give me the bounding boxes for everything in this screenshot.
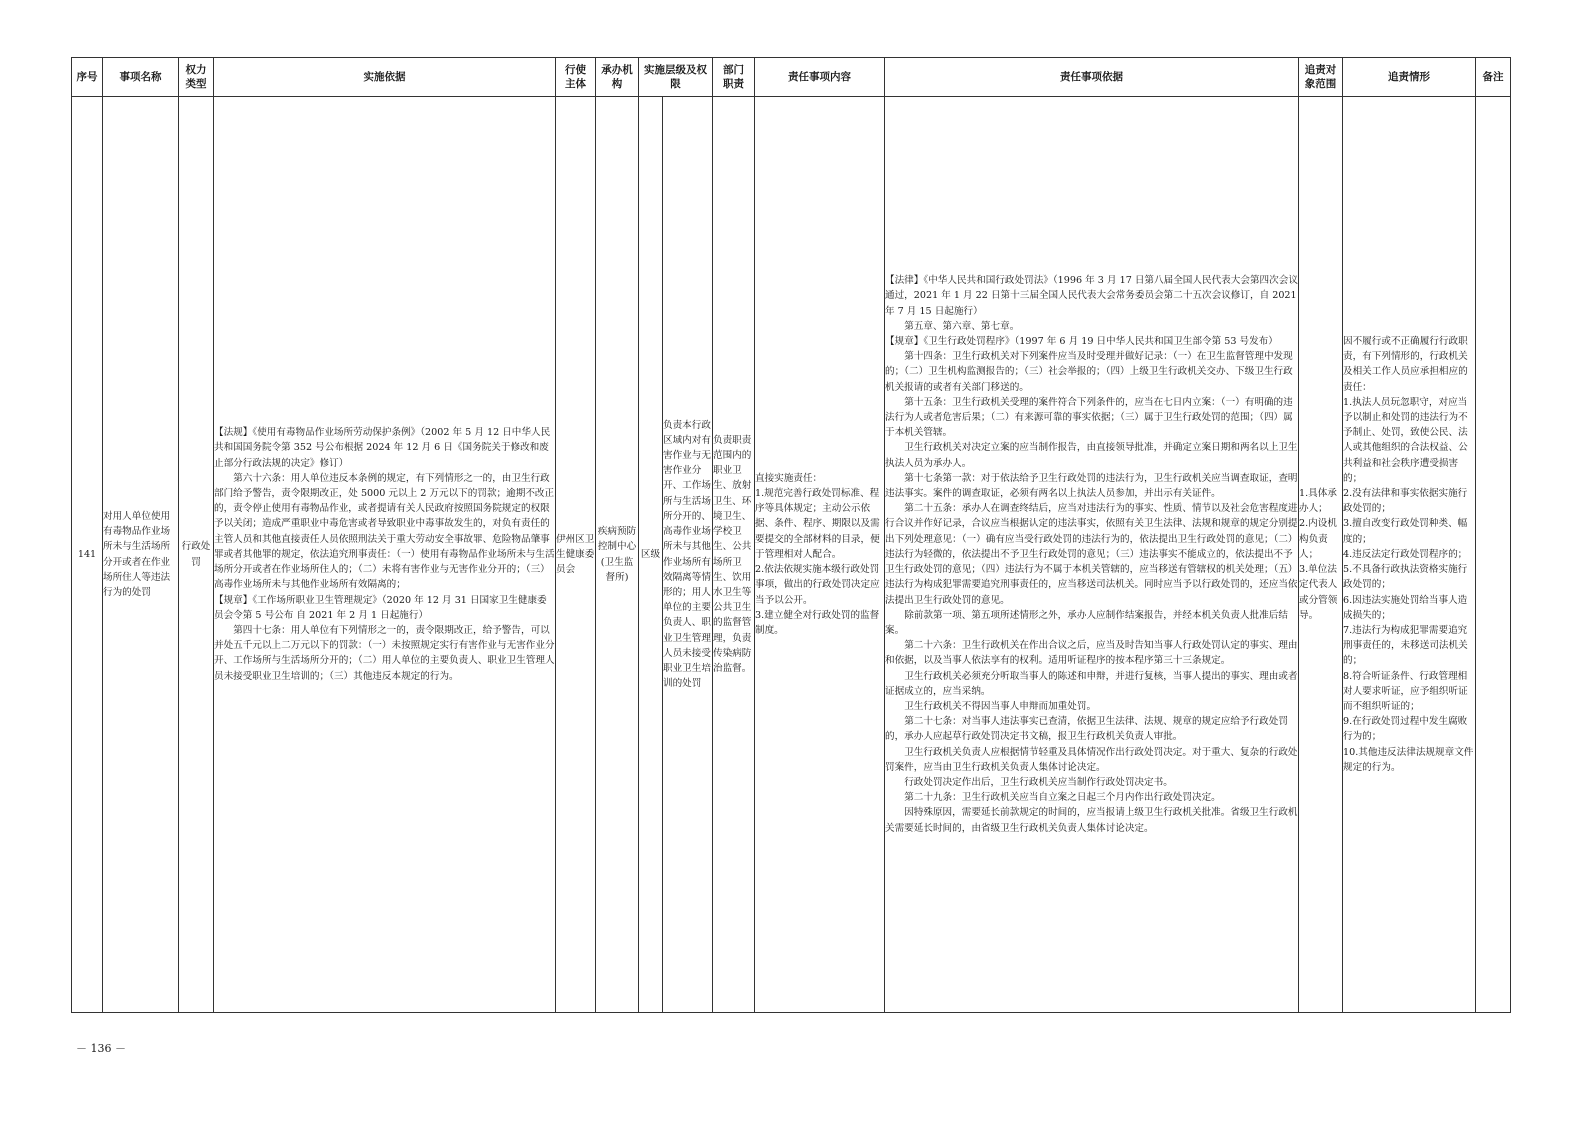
row-dept-duty: 负责职责范围内的职业卫生、放射卫生、环境卫生、学校卫生、公共场所卫生、饮用水卫生等公共卫生的监督管理，负责传染病防治监督。	[713, 97, 755, 1013]
row-situation	[1343, 97, 1476, 1013]
situation-line: 7.违法行为构成犯罪需要追究刑事责任的，未移送司法机关的；	[1343, 624, 1468, 667]
header-scope: 追责对象范围	[1299, 58, 1343, 97]
paragraph: 【规章】《工作场所职业卫生管理规定》（2020 年 12 月 31 日国家卫生健康委员会令第 5 号公布 自 2021 年 2 月 1 日起施行）	[214, 594, 547, 621]
paragraph: 【法规】《使用有毒物品作业场所劳动保护条例》（2002 年 5 月 12 日中华人民共和国国务院令第 352 号公布根据 2024 年 12 月 6 日《国务院关于修改和废止部分行政法规的决定》修订）	[214, 427, 551, 469]
row-resp-basis	[885, 97, 1299, 1013]
header-power-type: 权力类型	[179, 58, 214, 97]
situation-line: 2.没有法律和事实依据实施行政处罚的；	[1343, 488, 1468, 515]
header-seq: 序号	[72, 58, 103, 97]
paragraph: 第四十七条：用人单位有下列情形之一的，责令限期改正，给予警告，可以并处五千元以上二万元以下的罚款：（一）未按照规定实行有害作业与无害作业分开、工作场所与生活场所分开的；（二）用人单位的主要负责人、职业卫生管理人员未接受职业卫生培训的；（三）其他违反本规定的行为。	[214, 624, 555, 682]
header-row	[72, 58, 1511, 97]
paragraph: 第二十五条：承办人在调查终结后，应当对违法行为的事实、性质、情节以及社会危害程度进行合议并作好记录，合议应当根据认定的违法事实，依照有关卫生法律、法规和规章的规定分别提出下列处理意见：（一）确有应当受行政处罚的违法行为的，依法提出卫生行政处罚的意见；（二）违法行为轻微的，依法提出不予卫生行政处罚的意见；（三）违法事实不能成立的，依法提出不予卫生行政处罚的意见；（四）违法行为不属于本机关管辖的，应当移送有管辖权的机关处理；（五）违法行为构成犯罪需要追究刑事责任的，应当移送司法机关。同时应当予以行政处罚的，还应当依法提出卫生行政处罚的意见。	[885, 503, 1298, 606]
paragraph: 卫生行政机关对决定立案的应当制作报告，由直接领导批准，并确定立案日期和两名以上卫生执法人员为承办人。	[885, 442, 1298, 469]
page-number: － 136 －	[76, 1042, 126, 1055]
situation-line: 10.其他违反法律法规规章文件规定的行为。	[1343, 746, 1474, 773]
paragraph: 卫生行政机关必须充分听取当事人的陈述和申辩，并进行复核，当事人提出的事实、理由或者证据成立的，应当采纳。	[885, 670, 1298, 697]
row-item-name: 对用人单位使用有毒物品作业场所未与生活场所分开或者在作业场所住人等违法行为的处罚	[103, 97, 179, 1013]
header-resp-content: 责任事项内容	[755, 58, 885, 97]
paragraph: 第五章、第六章、第七章。	[904, 320, 1020, 332]
header-level: 实施层级及权限	[639, 58, 713, 97]
resp-content-line: 3.建立健全对行政处罚的监督制度。	[755, 609, 880, 636]
resp-content-line: 2.依法依规实施本级行政处罚事项，做出的行政处罚决定应当予以公开。	[755, 564, 880, 606]
situation-line: 9.在行政处罚过程中发生腐败行为的；	[1343, 716, 1468, 743]
header-dept-duty: 部门职责	[713, 58, 755, 97]
paragraph: 除前款第一项、第五项所述情形之外，承办人应制作结案报告，并经本机关负责人批准后结案。	[885, 609, 1288, 636]
situation-line: 6.因违法实施处罚给当事人造成损失的；	[1343, 594, 1468, 621]
paragraph: 第十七条第一款：对于依法给予卫生行政处罚的违法行为，卫生行政机关应当调查取证，查明违法事实。案件的调查取证，必须有两名以上执法人员参加，并出示有关证件。	[885, 472, 1298, 500]
header-situation: 追责情形	[1343, 58, 1476, 97]
paragraph: 【法律】《中华人民共和国行政处罚法》（1996 年 3 月 17 日第八届全国人民代表大会第四次会议通过，2021 年 1 月 22 日第十三届全国人民代表大会常务委员会第二十五次会议修订，自 2021 年 7 月 15 日起施行）	[885, 275, 1298, 317]
scope-line: 1.具体承办人；	[1299, 488, 1337, 515]
paragraph: 第二十九条：卫生行政机关应当自立案之日起三个月内作出行政处罚决定。	[904, 792, 1221, 804]
paragraph: 第二十七条：对当事人违法事实已查清，依据卫生法律、法规、规章的规定应给予行政处罚的，承办人应起草行政处罚决定书文稿，报卫生行政机关负责人审批。	[885, 716, 1288, 743]
paragraph: 因特殊原因，需要延长前款规定的时间的，应当报请上级卫生行政机关批准。省级卫生行政机关需要延长时间的，由省级卫生行政机关负责人集体讨论决定。	[885, 807, 1298, 834]
row-power-type: 行政处罚	[179, 97, 214, 1013]
resp-basis-text	[885, 273, 1298, 836]
row-basis	[214, 97, 556, 1013]
row-seq: 141	[72, 97, 103, 1013]
paragraph: 第十四条：卫生行政机关对下列案件应当及时受理并做好记录：（一）在卫生监督管理中发现的；（二）卫生机构监测报告的；（三）社会举报的；（四）上级卫生行政机关交办、下级卫生行政机关报请的或者有关部门移送的。	[885, 351, 1293, 393]
resp-content-line: 1.规范完善行政处罚标准、程序等具体规定；主动公示依据、条件、程序、期限以及需要提交的全部材料的目录，便于管理相对人配合。	[755, 488, 880, 560]
paragraph: 第六十六条：用人单位违反本条例的规定，有下列情形之一的，由卫生行政部门给予警告，责令限期改正，处 5000 元以上 2 万元以下的罚款；逾期不改正的，责令停止使用有毒物品作业，或者提请有关人民政府按照国务院规定的权限予以关闭；造成严重职业中毒危害或者导致职业中毒事故发生的，对负有责任的主管人员和其他直接责任人员依照刑法关于重大劳动安全事故罪、危险物品肇事罪或者其他罪的规定，依法追究刑事责任：（一）使用有毒物品作业场所未与生活场所分开或者在作业场所住人的；（二）未将有害作业与无害作业分开的；（三）高毒作业场所未与其他作业场所有效隔离的；	[214, 472, 555, 591]
header-basis: 实施依据	[214, 58, 556, 97]
row-remark	[1476, 97, 1511, 1013]
row-subject: 伊州区卫生健康委员会	[556, 97, 596, 1013]
row-scope	[1299, 97, 1343, 1013]
paragraph: 行政处罚决定作出后，卫生行政机关应当制作行政处罚决定书。	[904, 776, 1173, 788]
responsibility-table	[71, 57, 1511, 1013]
basis-text	[214, 425, 555, 683]
situation-line: 8.符合听证条件、行政管理相对人要求听证，应予组织听证而不组织听证的；	[1343, 670, 1468, 712]
header-undertaker: 承办机构	[596, 58, 639, 97]
row-level-b: 负责本行政区域内对有害作业与无害作业分开、工作场所与生活场所分开的、高毒作业场所未与其他作业场所有效隔离等情形的；用人单位的主要负责人、职业卫生管理人员未接受职业卫生培训的处罚	[663, 97, 713, 1013]
paragraph: 【规章】《卫生行政处罚程序》（1997 年 6 月 19 日中华人民共和国卫生部令第 53 号发布）	[885, 336, 1278, 348]
situation-line: 1.执法人员玩忽职守，对应当予以制止和处罚的违法行为不予制止、处罚，致使公民、法人或其他组织的合法权益、公共利益和社会秩序遭受损害的；	[1343, 396, 1468, 484]
situation-line: 5.不具备行政执法资格实施行政处罚的；	[1343, 564, 1468, 591]
header-item-name: 事项名称	[103, 58, 179, 97]
paragraph: 卫生行政机关不得因当事人申辩而加重处罚。	[904, 700, 1097, 712]
scope-line: 2.内设机构负责人；	[1299, 518, 1337, 560]
row-undertaker: 疾病预防控制中心(卫生监督所)	[596, 97, 639, 1013]
paragraph: 第十五条：卫生行政机关受理的案件符合下列条件的，应当在七日内立案：（一）有明确的违法行为人或者危害后果；（二）有来源可靠的事实依据；（三）属于卫生行政处罚的范围；（四）属于本机关管辖。	[885, 396, 1293, 439]
paragraph: 第二十六条：卫生行政机关在作出合议之后，应当及时告知当事人行政处罚认定的事实、理由和依据，以及当事人依法享有的权利。适用听证程序的按本程序第三十三条规定。	[885, 640, 1298, 667]
paragraph: 卫生行政机关负责人应根据情节轻重及具体情况作出行政处罚决定。对于重大、复杂的行政处罚案件，应当由卫生行政机关负责人集体讨论决定。	[885, 746, 1298, 773]
resp-content-line: 直接实施责任：	[755, 472, 823, 484]
situation-line: 3.擅自改变行政处罚种类、幅度的；	[1343, 518, 1468, 545]
row-resp-content	[755, 97, 885, 1013]
header-remark: 备注	[1476, 58, 1511, 97]
situation-line: 4.违反法定行政处罚程序的；	[1343, 548, 1468, 560]
situation-line: 因不履行或不正确履行行政职责，有下列情形的，行政机关及相关工作人员应承担相应的责任：	[1343, 336, 1468, 393]
situation-text	[1343, 334, 1475, 775]
header-subject: 行使主体	[556, 58, 596, 97]
header-resp-basis: 责任事项依据	[885, 58, 1299, 97]
scope-line: 3.单位法定代表人或分管领导。	[1299, 564, 1338, 621]
table-row	[72, 97, 1511, 1013]
row-level-a: 区级	[639, 97, 663, 1013]
